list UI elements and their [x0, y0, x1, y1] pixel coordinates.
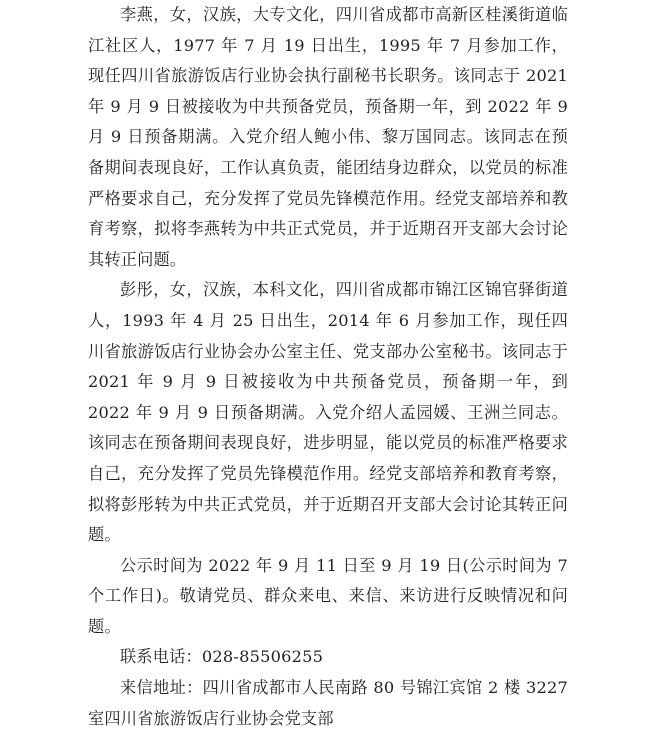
document-body — [88, 0, 568, 734]
paragraph-peng-tong: 彭彤，女，汉族，本科文化，四川省成都市锦江区锦官驿街道人，1993 年 4 月 25 日出生，2014 年 6 月参加工作，现任四川省旅游饭店行业协会办公室主任、党支部办公室秘书。该同志于 2021 年 9 月 9 日被接收为中共预备党员，预备期一年，到 2022 年 9 月 9 日预备期满。入党介绍人孟园媛、王洲兰同志。该同志在预备期间表现良好，进步明显，能以党员的标准严格要求自己，充分发挥了党员先锋模范作用。经党支部培养和教育考察，拟将彭彤转为中共正式党员，并于近期召开支部大会讨论其转正问题。 — [88, 280, 568, 545]
paragraph-contact-phone: 联系电话：028-85506255 — [120, 647, 324, 667]
paragraph-notice-period: 公示时间为 2022 年 9 月 11 日至 9 月 19 日(公示时间为 7 个工作日)。敬请党员、群众来电、来信、来访进行反映情况和问题。 — [88, 555, 568, 636]
paragraph-mailing-address: 来信地址：四川省成都市人民南路 80 号锦江宾馆 2 楼 3227 室四川省旅游饭店行业协会党支部 — [88, 678, 568, 728]
paragraph-li-yan: 李燕，女，汉族，大专文化，四川省成都市高新区桂溪街道临江社区人，1977 年 7 月 19 日出生，1995 年 7 月参加工作，现任四川省旅游饭店行业协会执行副秘书长职务。该同志于 2021 年 9 月 9 日被接收为中共预备党员，预备期一年，到 2022 年 9 月 9 日预备期满。入党介绍人鲍小伟、黎万国同志。该同志在预备期间表现良好，工作认真负责，能团结身边群众，以党员的标准严格要求自己，充分发挥了党员先锋模范作用。经党支部培养和教育考察，拟将李燕转为中共正式党员，并于近期召开支部大会讨论其转正问题。 — [88, 5, 568, 269]
